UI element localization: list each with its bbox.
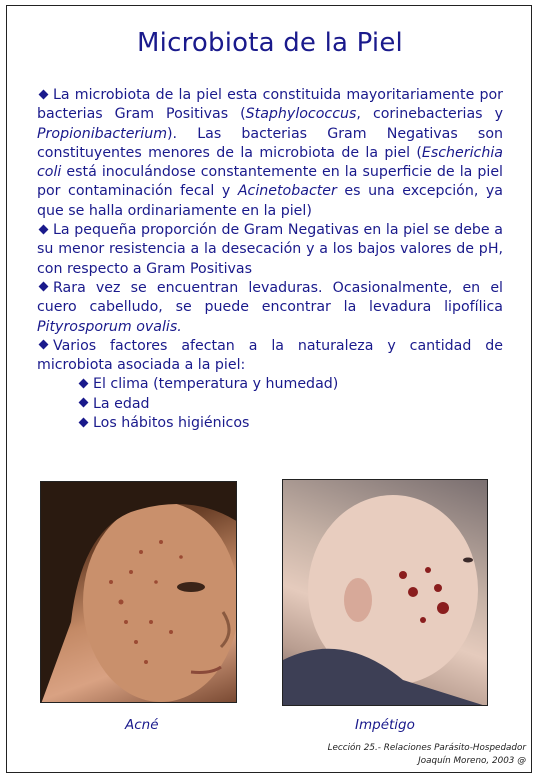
text-span: Rara vez se encuentran levaduras. Ocasionalmente, en el cuero cabelludo, se puede encontrar la levadura lipofílica xyxy=(37,279,503,316)
footer-lesson: Lección 25.- Relaciones Parásito-Hospedador xyxy=(327,743,526,753)
diamond-bullet-icon xyxy=(39,224,49,234)
factor-item xyxy=(77,414,503,433)
text-span: es una excepción, ya que se halla ordinariamente en la piel) xyxy=(37,183,503,219)
body-text xyxy=(37,86,503,433)
factor-label: El clima (temperatura y humedad) xyxy=(93,376,339,393)
impetigo-child-illustration xyxy=(283,480,488,706)
diamond-bullet-icon xyxy=(79,398,89,408)
paragraph-2 xyxy=(37,221,503,279)
impetigo-photo xyxy=(282,479,488,706)
italic-term: Escherichia coli xyxy=(37,144,503,181)
factor-label: La edad xyxy=(93,395,150,412)
diamond-bullet-icon xyxy=(39,340,49,350)
italic-term: Pityrosporum ovalis. xyxy=(37,318,182,335)
text-span: Varios factores afectan a la naturaleza y cantidad de microbiota asociada a la piel: xyxy=(37,337,503,374)
diamond-bullet-icon xyxy=(39,282,49,292)
italic-term: Acinetobacter xyxy=(237,183,337,200)
factor-item xyxy=(77,395,503,414)
acne-photo xyxy=(40,481,237,703)
footer-author: Joaquín Moreno, 2003 @ xyxy=(418,756,526,766)
diamond-bullet-icon xyxy=(79,379,89,389)
acne-face-illustration xyxy=(41,482,237,703)
italic-term: Staphylococcus xyxy=(245,106,357,123)
paragraph-1 xyxy=(37,86,503,221)
text-span: está inoculándose constantemente en la superficie de la piel por contaminación fecal y xyxy=(37,164,503,200)
text-span: La microbiota de la piel esta constituida mayoritariamente por bacterias Gram Positivas ( xyxy=(37,87,503,123)
footer xyxy=(328,742,526,768)
text-span: ). Las bacterias Gram Negativas son constituyentes menores de la microbiota de la piel ( xyxy=(37,125,503,161)
text-span: La pequeña proporción de Gram Negativas en la piel se debe a su menor resistencia a la desecación y a los bajos valores de pH, con respecto a Gram Positivas xyxy=(37,222,503,277)
paragraph-3 xyxy=(37,279,503,337)
factor-label: Los hábitos higiénicos xyxy=(93,415,250,432)
page-title: Microbiota de la Piel xyxy=(137,28,403,58)
italic-term: Propionibacterium xyxy=(37,125,168,142)
paragraph-4 xyxy=(37,337,503,376)
caption-acne: Acné xyxy=(125,717,159,733)
factor-item xyxy=(77,375,503,394)
diamond-bullet-icon xyxy=(39,89,49,99)
text-span: , corinebacterias y xyxy=(356,106,503,123)
diamond-bullet-icon xyxy=(79,417,89,427)
caption-impetigo: Impétigo xyxy=(355,717,415,733)
